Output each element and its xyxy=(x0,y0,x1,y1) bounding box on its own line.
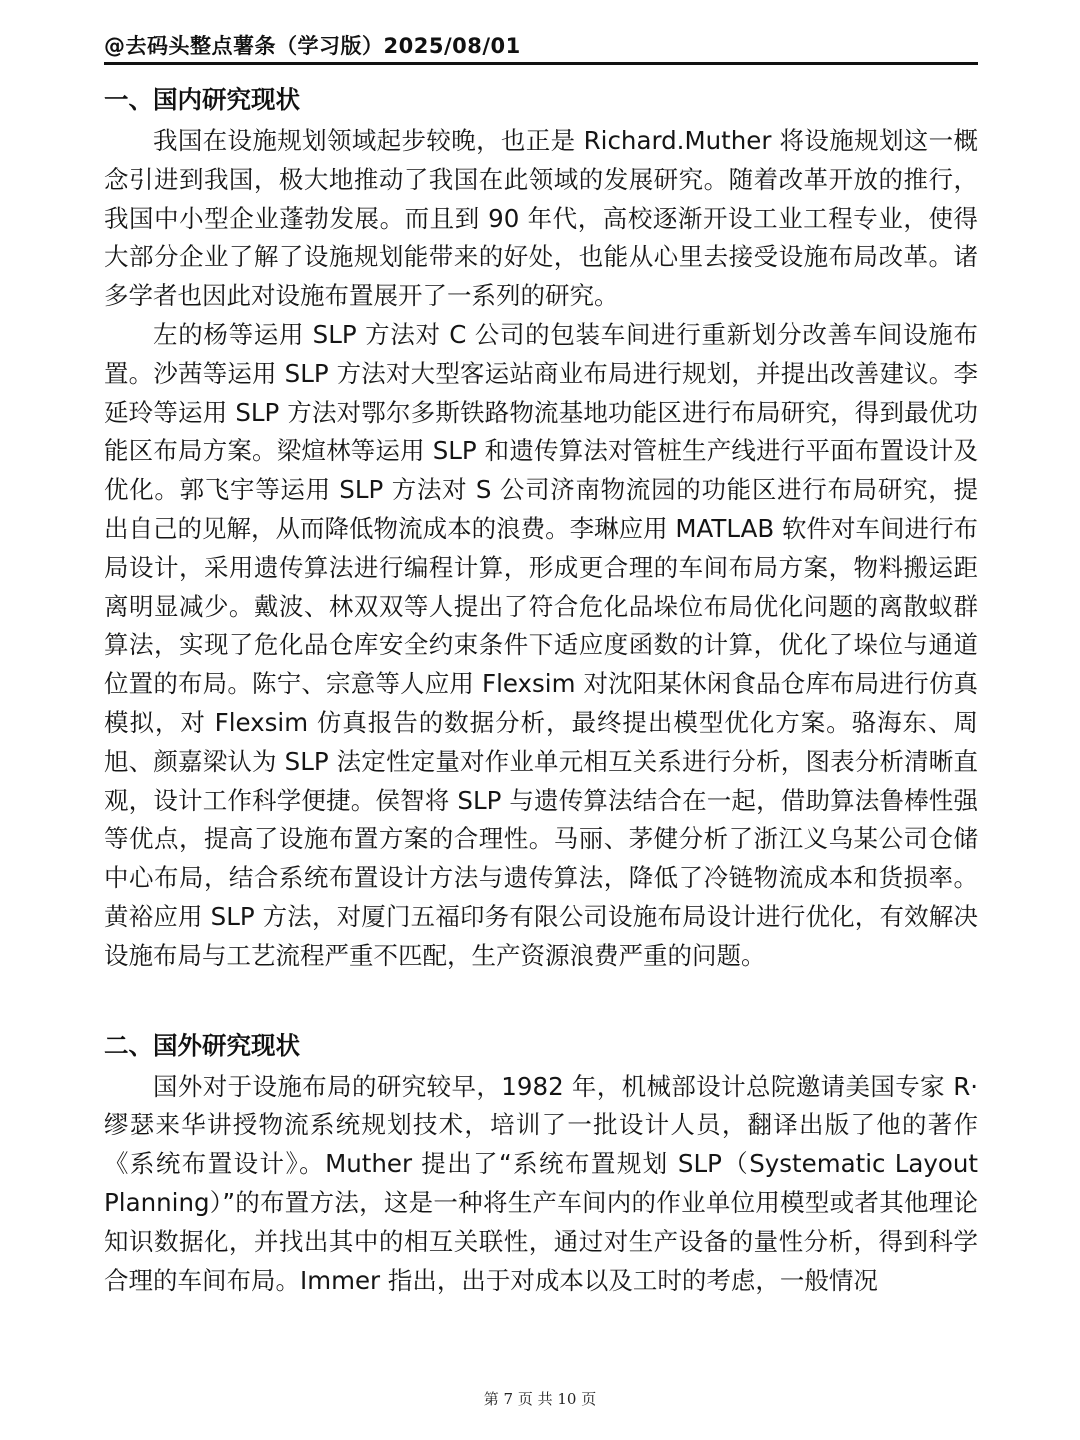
paragraph: 我国在设施规划领域起步较晚，也正是 Richard.Muther 将设施规划这一概念引进到我国，极大地推动了我国在此领域的发展研究。随着改革开放的推行，我国中小型企业蓬勃发展。而且到 90 年代，高校逐渐开设工业工程专业，使得大部分企业了解了设施规划能带来的好处，也能从心里去接受设施布局改革。诸多学者也因此对设施布置展开了一系列的研究。 xyxy=(104,126,978,311)
header-title: @去码头整点薯条（学习版）2025/08/01 xyxy=(104,34,521,58)
section-heading-domestic: 一、国内研究现状 xyxy=(104,85,300,114)
section-spacer xyxy=(104,976,978,1024)
page-number: 第 7 页 共 10 页 xyxy=(483,1390,597,1408)
section-heading-foreign: 二、国外研究现状 xyxy=(104,1030,300,1060)
document-body xyxy=(104,78,978,1300)
header-divider xyxy=(104,62,978,65)
paragraph: 国外对于设施布局的研究较早，1982 年，机械部设计总院邀请美国专家 R·缪瑟来华讲授物流系统规划技术，培训了一批设计人员，翻译出版了他的著作《系统布置设计》。Muther 提出了“系统布置规划 SLP（Systematic Layout Planning）”的布置方法，这是一种将生产车间内的作业单位用模型或者其他理论知识数据化，并找出其中的相互关联性，通过对生产设备的量性分析，得到科学合理的车间布局。Immer 指出，出于对成本以及工时的考虑，一般情况 xyxy=(104,1071,978,1295)
paragraph: 左的杨等运用 SLP 方法对 C 公司的包装车间进行重新划分改善车间设施布置。沙茜等运用 SLP 方法对大型客运站商业布局进行规划，并提出改善建议。李延玲等运用 SLP 方法对鄂尔多斯铁路物流基地功能区进行布局研究，得到最优功能区布局方案。梁煊林等运用 SLP 和遗传算法对管桩生产线进行平面布置设计及优化。郭飞宇等运用 SLP 方法对 S 公司济南物流园的功能区进行布局研究，提出自己的见解，从而降低物流成本的浪费。李琳应用 MATLAB 软件对车间进行布局设计，采用遗传算法进行编程计算，形成更合理的车间布局方案，物料搬运距离明显减少。戴波、林双双等人提出了符合危化品垛位布局优化问题的离散蚁群算法，实现了危化品仓库安全约束条件下适应度函数的计算，优化了垛位与通道位置的布局。陈宁、宗意等人应用 Flexsim 对沈阳某休闲食品仓库布局进行仿真模拟，对 Flexsim 仿真报告的数据分析，最终提出模型优化方案。骆海东、周旭、颜嘉梁认为 SLP 法定性定量对作业单元相互关系进行分析，图表分析清晰直观，设计工作科学便捷。侯智将 SLP 与遗传算法结合在一起，借助算法鲁棒性强等优点，提高了设施布置方案的合理性。马丽、茅健分析了浙江义乌某公司仓储中心布局，结合系统布置设计方法与遗传算法，降低了冷链物流成本和货损率。黄裕应用 SLP 方法，对厦门五福印务有限公司设施布局设计进行优化，有效解决设施布局与工艺流程严重不匹配，生产资源浪费严重的问题。 xyxy=(104,319,978,970)
